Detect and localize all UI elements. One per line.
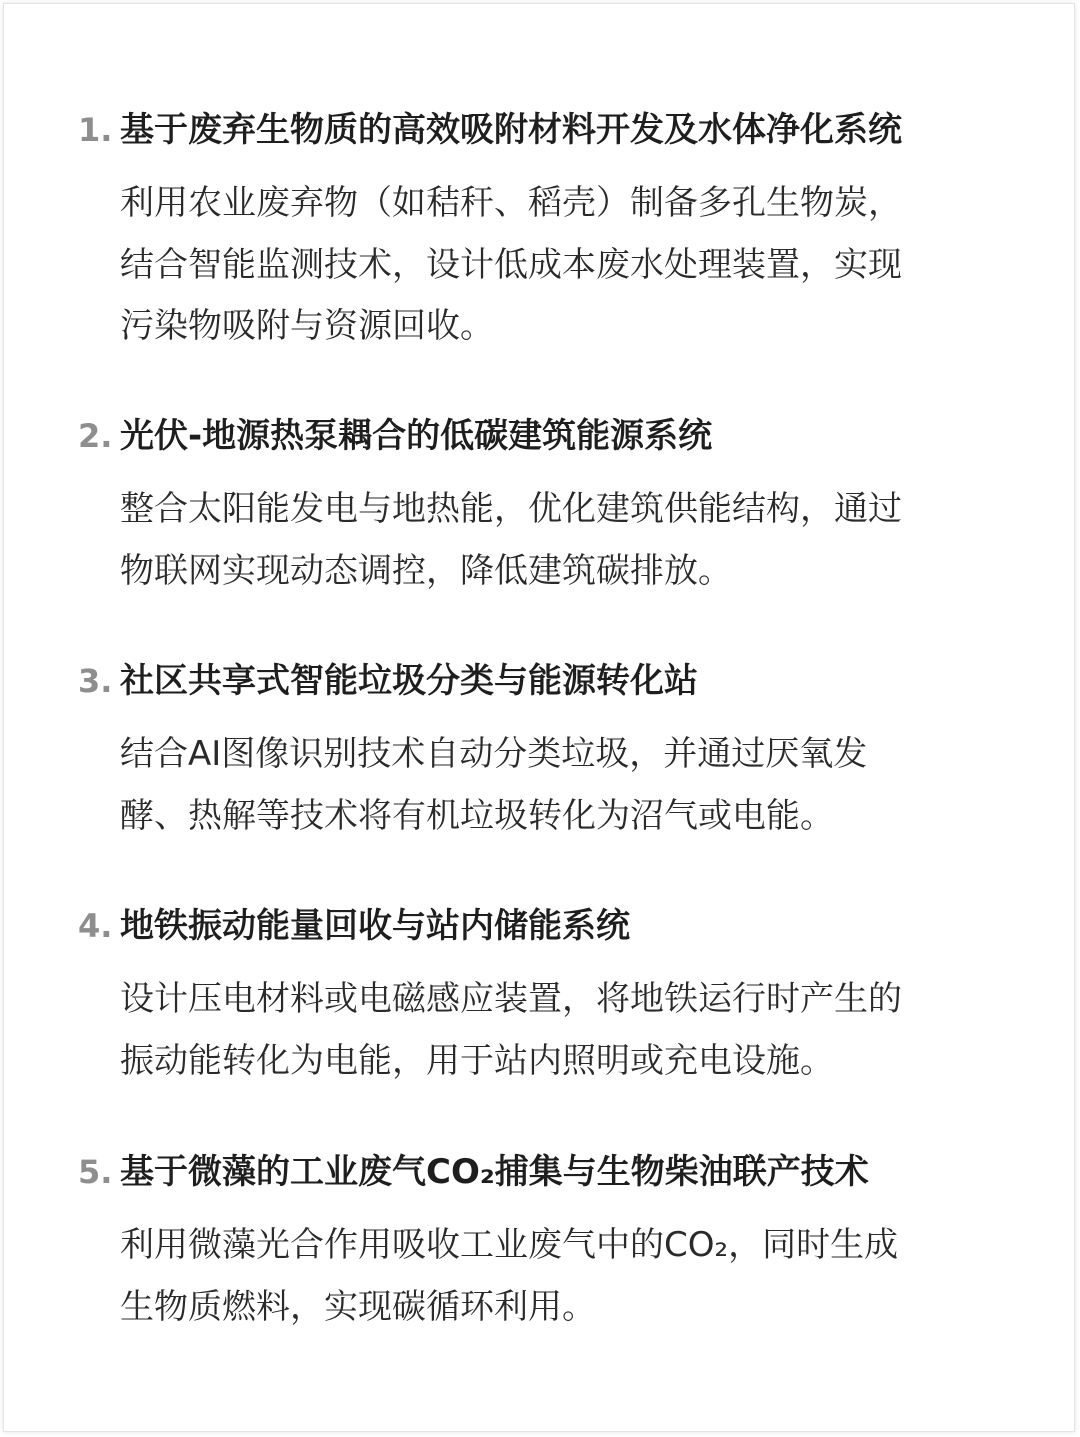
description-line: 利用微藻光合作用吸收工业废气中的CO₂，同时生成: [120, 1225, 899, 1265]
description-line: 物联网实现动态调控，降低建筑碳排放。: [120, 550, 732, 591]
description-line: 结合智能监测技术，设计低成本废水处理装置，实现: [120, 244, 902, 285]
item-description: [120, 1215, 956, 1338]
description-line: 设计压电材料或电磁感应装置，将地铁运行时产生的: [120, 979, 902, 1019]
item-title: 地铁振动能量回收与站内储能系统: [120, 906, 630, 946]
page-card: [3, 3, 1075, 1432]
item-title: 光伏-地源热泵耦合的低碳建筑能源系统: [120, 416, 713, 456]
item-title: 基于废弃生物质的高效吸附材料开发及水体净化系统: [120, 110, 902, 150]
description-line: 利用农业废弃物（如秸秆、稻壳）制备多孔生物炭，: [120, 183, 902, 223]
description-line: 酵、热解等技术将有机垃圾转化为沼气或电能。: [120, 795, 834, 836]
item-description: [120, 969, 956, 1092]
item-number: 2.: [78, 417, 113, 455]
item-number: 5.: [78, 1153, 113, 1191]
description-line: 污染物吸附与资源回收。: [120, 306, 494, 346]
item-number: 1.: [78, 111, 113, 149]
description-line: 振动能转化为电能，用于站内照明或充电设施。: [120, 1040, 834, 1081]
description-line: 生物质燃料，实现碳循环利用。: [120, 1286, 596, 1327]
item-number: 4.: [78, 907, 113, 945]
item-description: [120, 724, 956, 847]
item-description: [120, 173, 956, 358]
item-number: 3.: [78, 662, 113, 700]
project-list: [4, 4, 1076, 1433]
item-title: 社区共享式智能垃圾分类与能源转化站: [120, 661, 698, 701]
description-line: 结合AI图像识别技术自动分类垃圾，并通过厌氧发: [120, 734, 868, 774]
item-title: 基于微藻的工业废气CO₂捕集与生物柴油联产技术: [120, 1152, 869, 1192]
item-description: [120, 479, 956, 602]
description-line: 整合太阳能发电与地热能，优化建筑供能结构，通过: [120, 489, 902, 529]
